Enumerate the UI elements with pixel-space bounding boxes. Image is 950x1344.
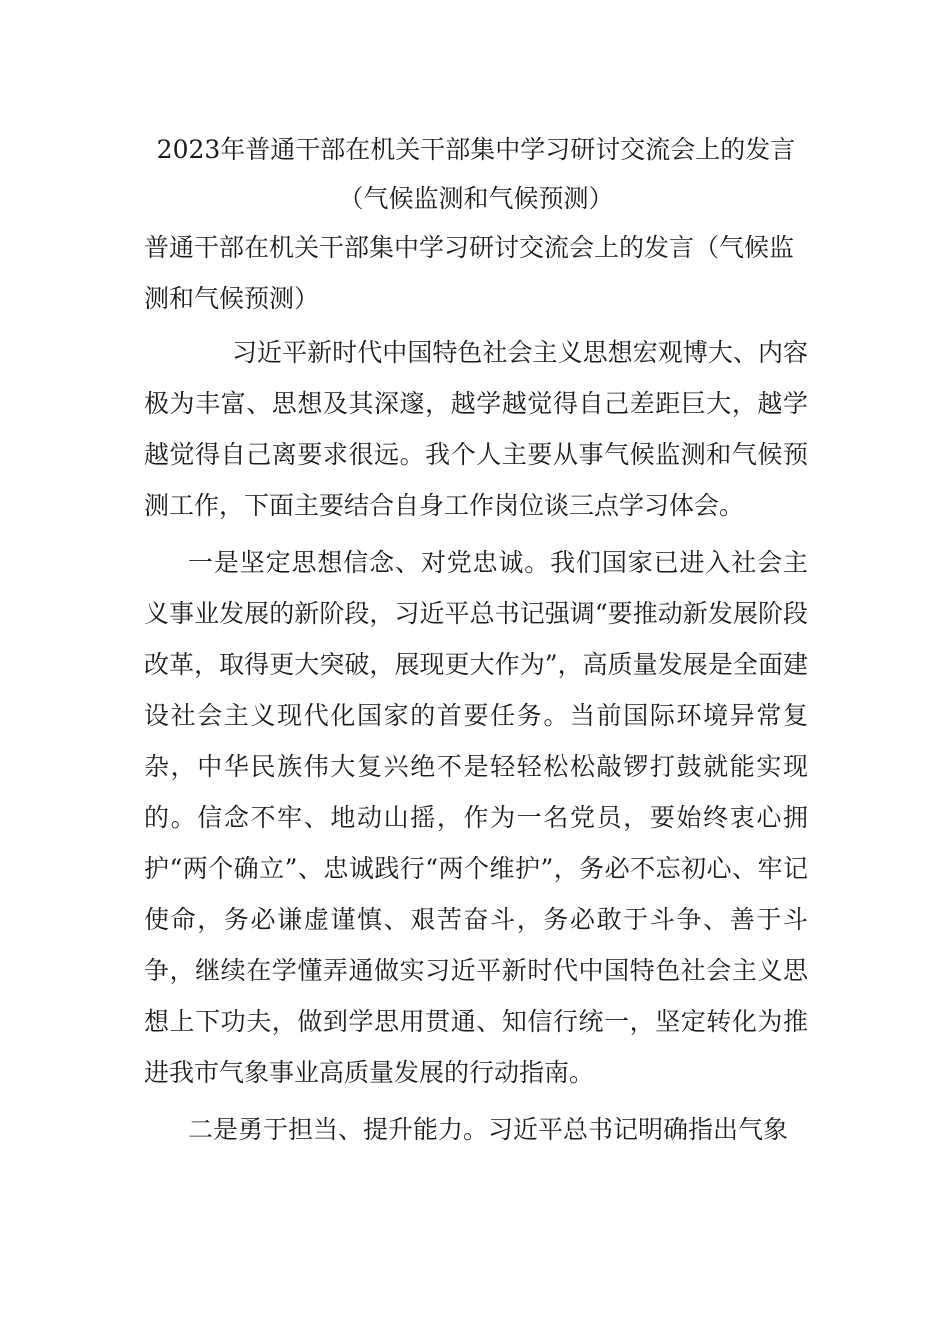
document-subheading: 普通干部在机关干部集中学习研讨交流会上的发言（气候监测和气候预测）	[144, 233, 795, 313]
document-body	[144, 124, 808, 1155]
paragraph-point-two: 二是勇于担当、提升能力。习近平总书记明确指出气象	[188, 1115, 789, 1144]
paragraph-intro: 习近平新时代中国特色社会主义思想宏观博大、内容极为丰富、思想及其深邃，越学越觉得自己差距巨大，越学越觉得自己离要求很远。我个人主要从事气候监测和气候预测工作，下面主要结合自身工作岗位谈三点学习体会。	[144, 338, 808, 520]
paragraph-point-one: 一是坚定思想信念、对党忠诚。我们国家已进入社会主义事业发展的新阶段，习近平总书记强调“要推动新发展阶段改革，取得更大突破，展现更大作为”，高质量发展是全面建设社会主义现代化国家的首要任务。当前国际环境异常复杂，中华民族伟大复兴绝不是轻轻松松敲锣打鼓就能实现的。信念不牢、地动山摇，作为一名党员，要始终衷心拥护“两个确立”、忠诚践行“两个维护”，务必不忘初心、牢记使命，务必谦虚谨慎、艰苦奋斗，务必敢于斗争、善于斗争，继续在学懂弄通做实习近平新时代中国特色社会主义思想上下功夫，做到学思用贯通、知信行统一，坚定转化为推进我市气象事业高质量发展的行动指南。	[144, 548, 808, 1087]
document-title-subtitle: （气候监测和气候预测）	[338, 184, 614, 213]
document-title: 2023年普通干部在机关干部集中学习研讨交流会上的发言	[156, 135, 796, 164]
